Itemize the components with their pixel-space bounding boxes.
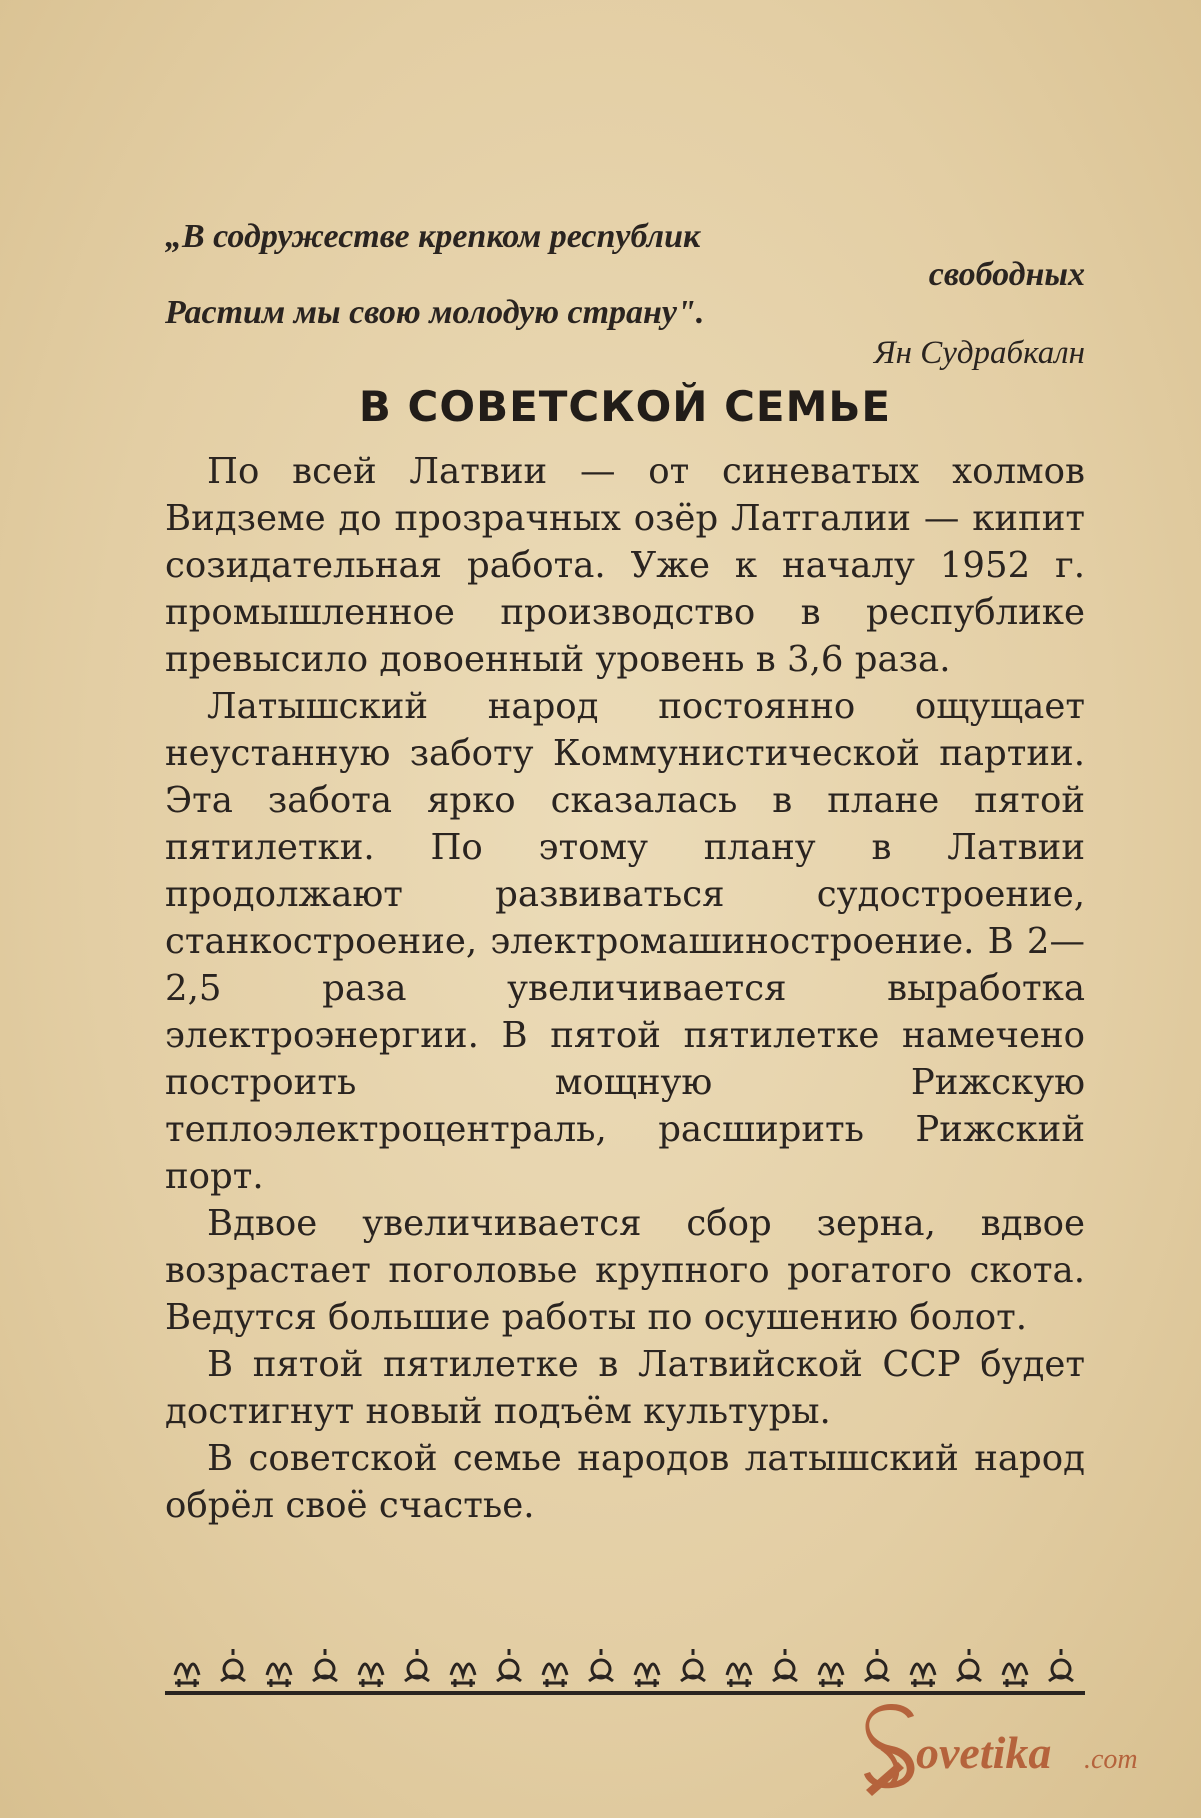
- ornament-motif: [221, 1649, 245, 1681]
- ornament-motif: [175, 1664, 199, 1687]
- ornament-motif: [543, 1664, 567, 1687]
- paragraph-1: По всей Латвии — от синеватых холмов Видземе до прозрачных озёр Латгалии — кипит созидательная работа. Уже к началу 1952 г. промышленное производство в республике превысило довоенный уровень в 3,6 раза.: [165, 451, 1085, 680]
- ornament-motif: [313, 1649, 337, 1681]
- paragraph-3: Вдвое увеличивается сбор зерна, вдвое возрастает поголовье крупного рогатого скота. Ведутся большие работы по осушению болот.: [165, 1203, 1085, 1338]
- ornament-motif: [681, 1649, 705, 1681]
- watermark-text: ovetika: [916, 1727, 1052, 1778]
- epigraph: [165, 218, 1085, 372]
- paragraph-4: В пятой пятилетке в Латвийской ССР будет достигнут новый подъём культуры.: [165, 1344, 1085, 1432]
- epigraph-author: Ян Судрабкалн: [873, 335, 1085, 371]
- paragraph-5: В советской семье народов латышский народ обрёл своё счастье.: [165, 1438, 1085, 1526]
- ornament-motif: [1003, 1664, 1027, 1687]
- paragraph-2: Латышский народ постоянно ощущает неустанную заботу Коммунистической партии. Эта забота ярко сказалась в плане пятой пятилетки. По этому плану в Латвии продолжают развиваться судостроение, станкостроение, электромашиностроение. В 2—2,5 раза увеличивается выработка электроэнергии. В пятой пятилетке намечено построить мощную Рижскую теплоэлектроцентраль, расширить Рижский порт.: [165, 686, 1085, 1197]
- ornament-motif: [451, 1664, 475, 1687]
- ornament-motif: [497, 1649, 521, 1681]
- ornament-motif: [957, 1649, 981, 1681]
- ornament-motif: [1049, 1649, 1073, 1681]
- page-title: В СОВЕТСКОЙ СЕМЬЕ: [358, 382, 892, 431]
- sovetika-logo: [852, 1690, 1192, 1810]
- ornament-motif: [865, 1649, 889, 1681]
- ornament-motif: [359, 1664, 383, 1687]
- ornament-motif: [773, 1649, 797, 1681]
- ornament-motif: [267, 1664, 291, 1687]
- epigraph-line-2: свободных: [928, 256, 1085, 293]
- ornament-motif: [819, 1664, 843, 1687]
- article-body: [165, 448, 1085, 1529]
- epigraph-line-3: Растим мы свою молодую страну".: [165, 294, 705, 331]
- ornament-motif: [911, 1664, 935, 1687]
- epigraph-line-1: „В содружестве крепком республик: [165, 218, 701, 255]
- ornament-motif: [727, 1664, 751, 1687]
- ornament-motif: [589, 1649, 613, 1681]
- ornament-motif: [405, 1649, 429, 1681]
- watermark-suffix: .com: [1084, 1744, 1138, 1775]
- ornament-motif: [635, 1664, 659, 1687]
